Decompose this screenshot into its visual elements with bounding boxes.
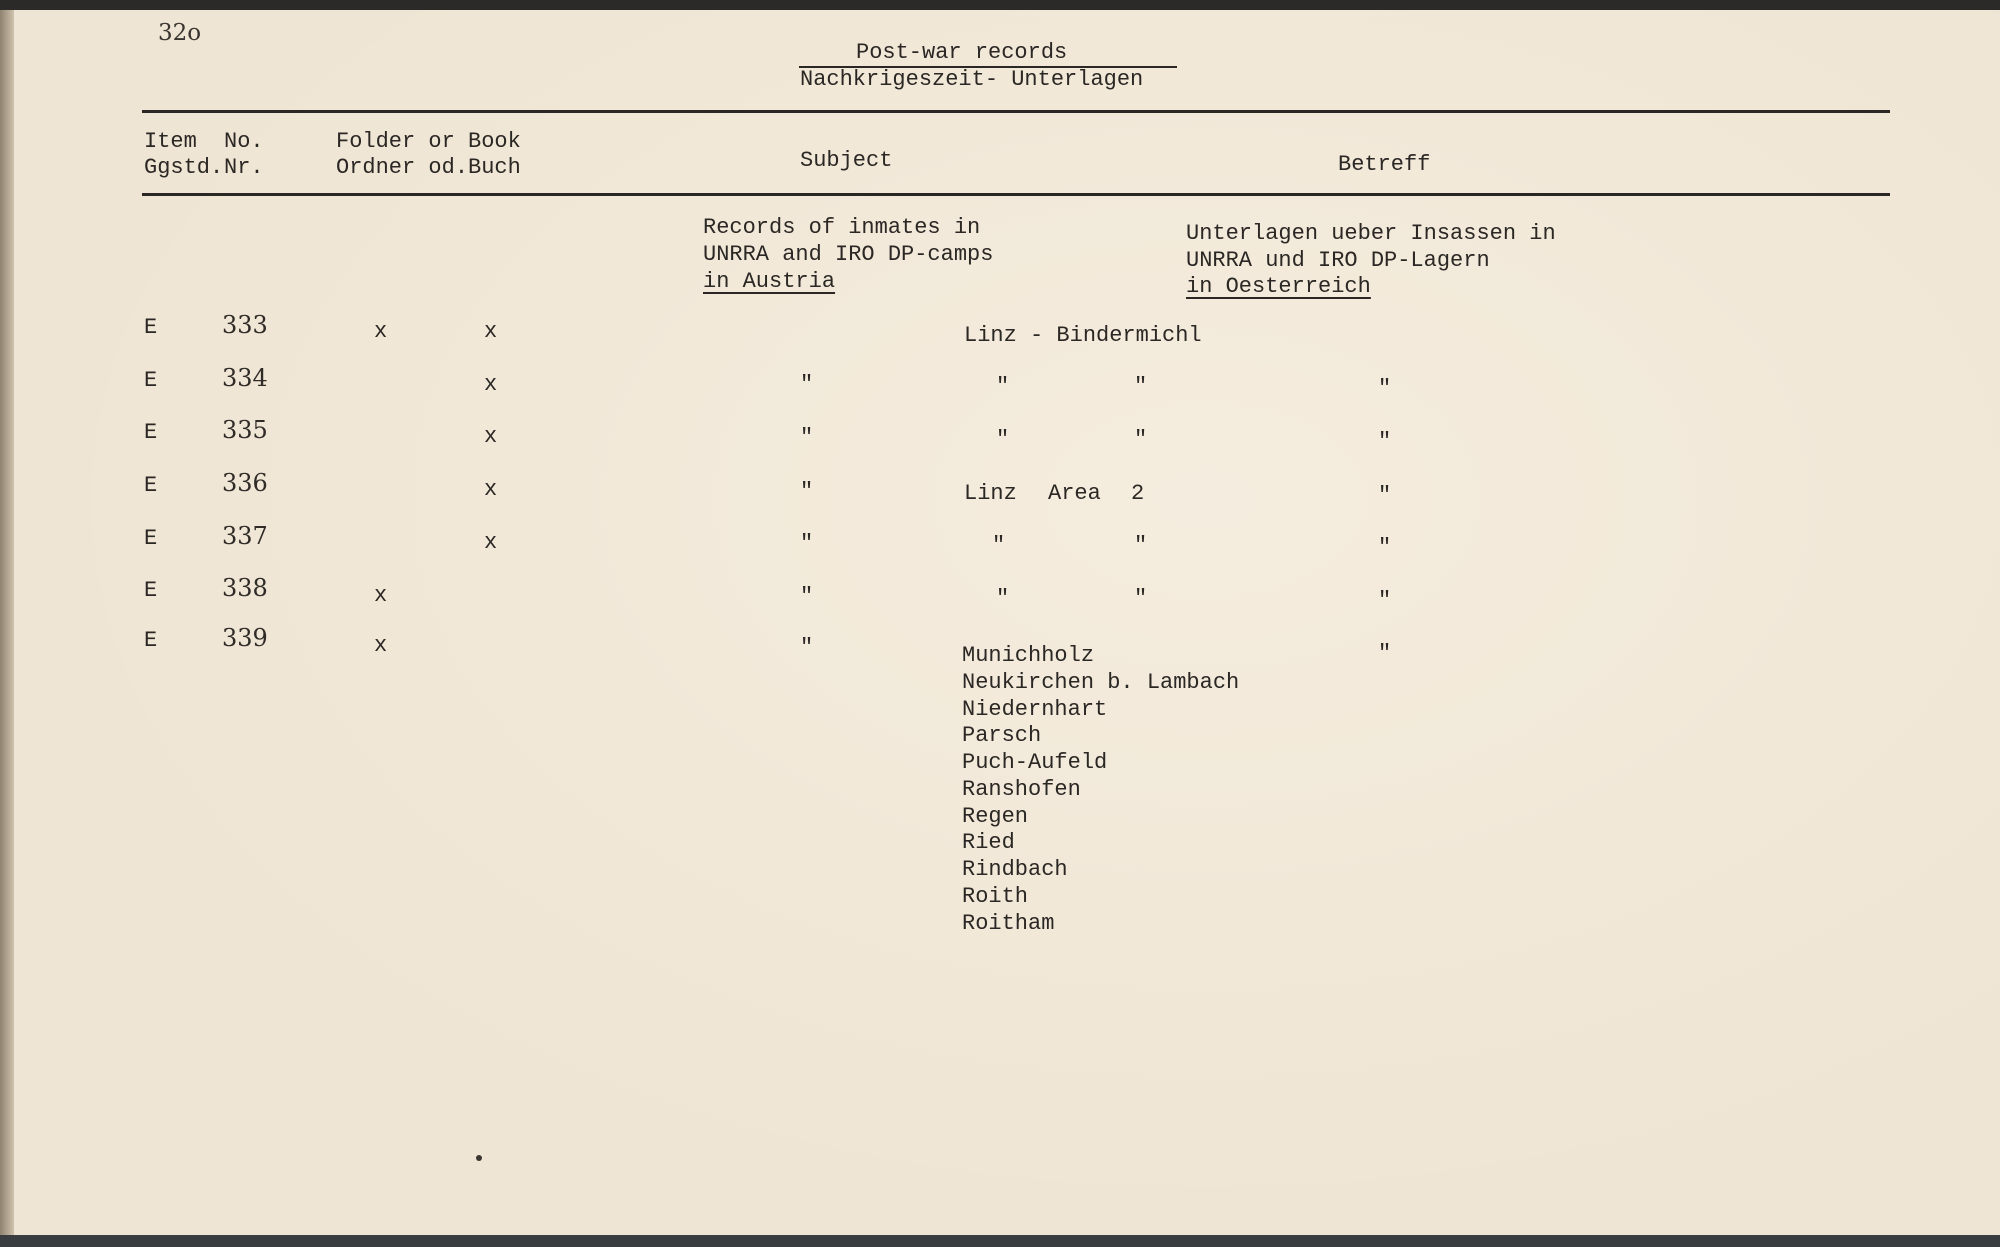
- book-spine-edge: [0, 10, 14, 1235]
- row-item: E: [144, 578, 158, 603]
- location-list-item: Niedernhart: [962, 697, 1108, 722]
- row-location-ditto: ": [992, 533, 1006, 558]
- row-subject-ditto: ": [800, 635, 814, 660]
- row-item: E: [144, 368, 158, 393]
- header-subject: Subject: [800, 148, 893, 173]
- row-item: E: [144, 526, 158, 551]
- page-number: 32o: [158, 20, 202, 46]
- row-number: 338: [222, 574, 268, 602]
- title-english: Post-war records: [856, 40, 1068, 65]
- row-number: 334: [222, 364, 268, 392]
- row-item: E: [144, 420, 158, 445]
- row-book-mark: x: [484, 372, 498, 397]
- section-betreff-line-1: Unterlagen ueber Insassen in: [1186, 221, 1556, 246]
- row-location-ditto: ": [996, 586, 1010, 611]
- row-item: E: [144, 628, 158, 653]
- row-item: E: [144, 473, 158, 498]
- row-location-part: 2: [1131, 481, 1145, 506]
- location-list-item: Ried: [962, 830, 1015, 855]
- row-betreff-ditto: ": [1378, 535, 1392, 560]
- row-betreff-ditto: ": [1378, 588, 1392, 613]
- header-rule-bottom: [142, 193, 1890, 196]
- row-number: 336: [222, 469, 268, 497]
- location-list-item: Roitham: [962, 911, 1055, 936]
- row-betreff-ditto: ": [1378, 376, 1392, 401]
- location-list-item: Regen: [962, 804, 1029, 829]
- header-no: No.: [224, 129, 264, 154]
- section-betreff-line-2: UNRRA und IRO DP-Lagern: [1186, 248, 1490, 273]
- row-number: 335: [222, 416, 268, 444]
- location-list-item: Parsch: [962, 723, 1042, 748]
- row-folder-mark: x: [374, 583, 388, 608]
- row-subject-ditto: ": [800, 479, 814, 504]
- row-location-ditto: ": [1134, 533, 1148, 558]
- row-location-ditto: ": [996, 427, 1010, 452]
- row-location-ditto: ": [1134, 586, 1148, 611]
- location-list-item: Roith: [962, 884, 1029, 909]
- header-no-de: Nr.: [224, 155, 264, 180]
- row-location-ditto: ": [996, 374, 1010, 399]
- row-subject-ditto: ": [800, 584, 814, 609]
- row-book-mark: x: [484, 319, 498, 344]
- location-list-item: Puch-Aufeld: [962, 750, 1108, 775]
- location-list-item: Ranshofen: [962, 777, 1081, 802]
- row-folder-mark: x: [374, 633, 388, 658]
- row-location-ditto: ": [1134, 427, 1148, 452]
- location-list-item: Neukirchen b. Lambach: [962, 670, 1240, 695]
- row-folder-mark: x: [374, 319, 388, 344]
- header-betreff: Betreff: [1338, 152, 1431, 177]
- header-folder-book-de: Ordner od.Buch: [336, 155, 521, 180]
- row-subject-ditto: ": [800, 531, 814, 556]
- row-book-mark: x: [484, 530, 498, 555]
- section-betreff-line-3: in Oesterreich: [1186, 274, 1371, 299]
- row-number: 339: [222, 624, 268, 652]
- header-item-de: Ggstd.: [144, 155, 224, 180]
- header-folder-book: Folder or Book: [336, 129, 521, 154]
- row-location-part: Linz: [964, 481, 1017, 506]
- header-item: Item: [144, 129, 197, 154]
- section-subject-line-2: UNRRA and IRO DP-camps: [703, 242, 994, 267]
- row-subject-ditto: ": [800, 372, 814, 397]
- bottom-edge: [0, 1235, 2000, 1247]
- row-location-part: Area: [1048, 481, 1101, 506]
- location-list-item: Rindbach: [962, 857, 1068, 882]
- title-german: Nachkrigeszeit- Unterlagen: [800, 67, 1144, 92]
- row-item: E: [144, 315, 158, 340]
- row-book-mark: x: [484, 477, 498, 502]
- section-subject-line-3: in Austria: [703, 269, 836, 294]
- location-list-item: Munichholz: [962, 643, 1095, 668]
- ledger-page: [14, 10, 2000, 1235]
- row-location-ditto: ": [1134, 374, 1148, 399]
- section-subject-line-1: Records of inmates in: [703, 215, 981, 240]
- ink-speck: [476, 1155, 482, 1161]
- row-location: Linz - Bindermichl: [964, 323, 1202, 348]
- row-betreff-ditto: ": [1378, 429, 1392, 454]
- row-book-mark: x: [484, 424, 498, 449]
- row-betreff-ditto: ": [1378, 483, 1392, 508]
- row-number: 337: [222, 522, 268, 550]
- row-betreff-ditto: ": [1378, 641, 1392, 666]
- row-subject-ditto: ": [800, 425, 814, 450]
- header-rule-top: [142, 110, 1890, 113]
- row-number: 333: [222, 311, 268, 339]
